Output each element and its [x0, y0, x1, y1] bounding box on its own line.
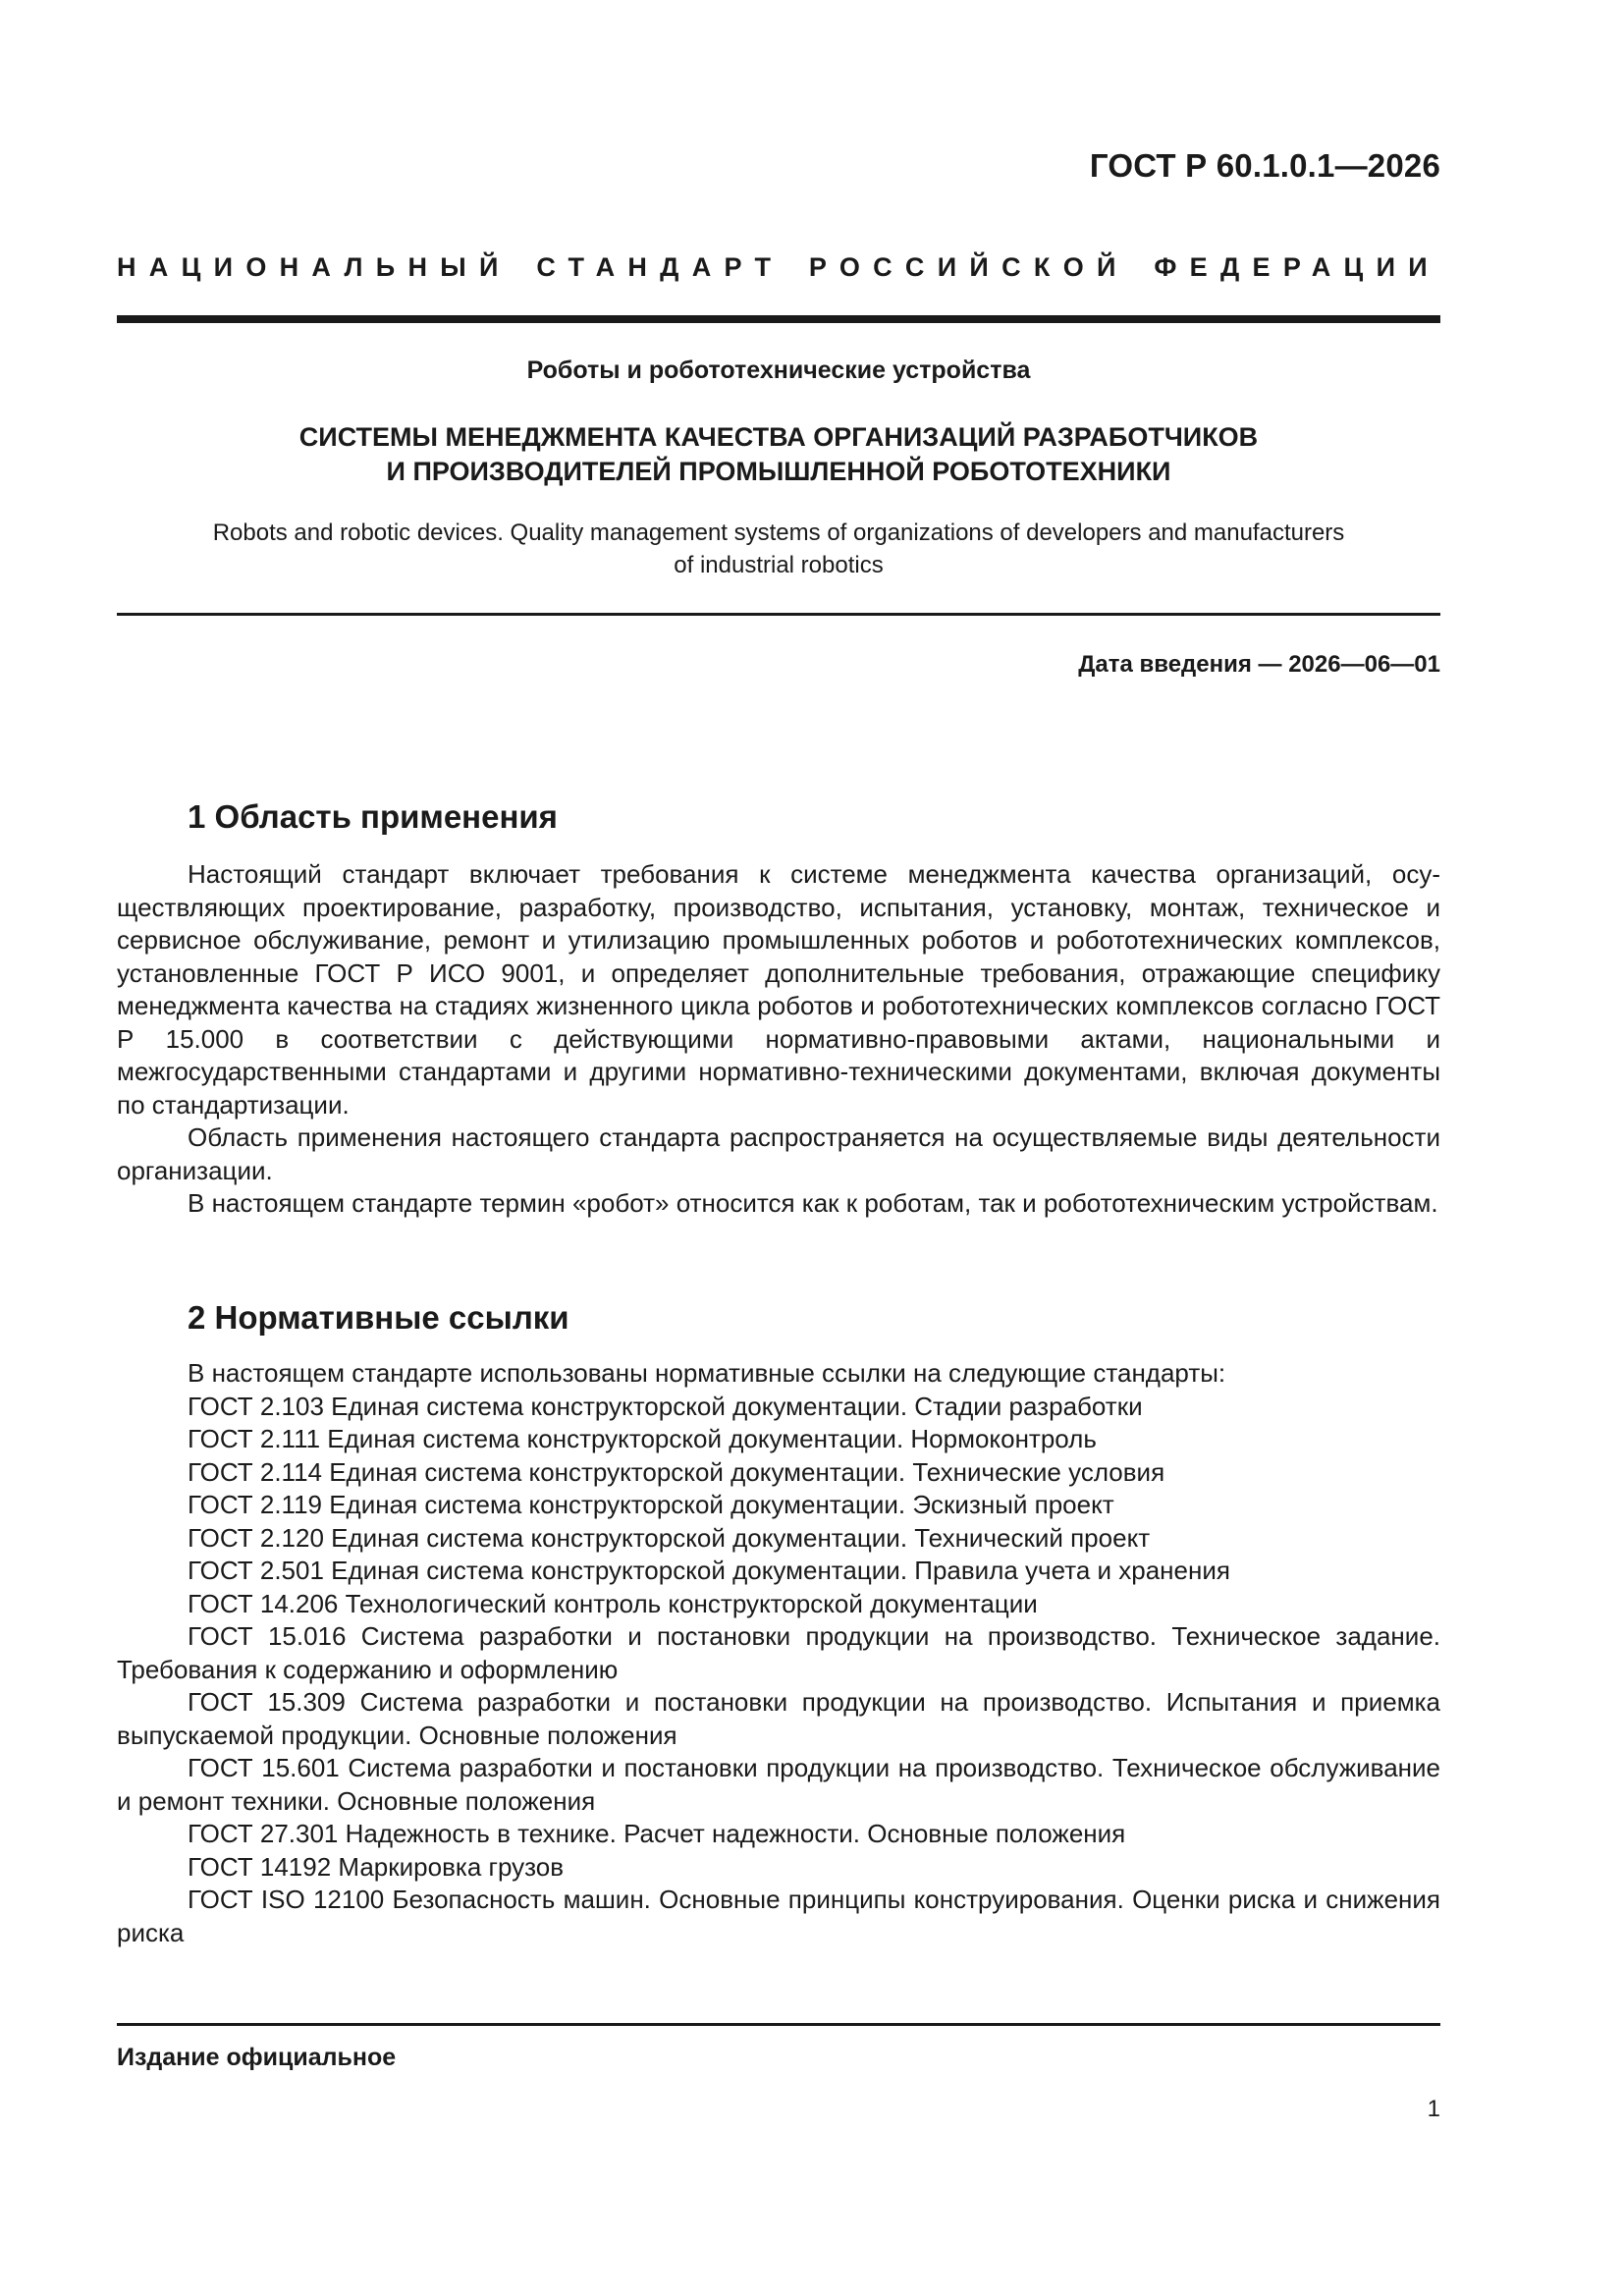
standard-designation: ГОСТ Р 60.1.0.1—2026 [1089, 147, 1440, 184]
reference-item: ГОСТ 2.114 Единая система конструкторской документации. Технические условия [188, 1456, 1165, 1487]
reference-list [117, 1391, 1440, 1950]
reference-item: ГОСТ ISO 12100 Безопасность машин. Основные принципы конструирования. Оценки риска и снижения риска [117, 1885, 1440, 1947]
english-title-line-2: of industrial robotics [674, 552, 884, 578]
page-number: 1 [1427, 2096, 1440, 2122]
reference-item: ГОСТ 15.601 Система разработки и постановки продукции на производство. Техническое обслуживание и ремонт техники. Основные положения [117, 1753, 1440, 1816]
section-normative-references [117, 1298, 1440, 1949]
reference-item: ГОСТ 27.301 Надежность в технике. Расчет надежности. Основные положения [188, 1819, 1126, 1848]
header-divider [117, 315, 1440, 323]
national-standard-banner: НАЦИОНАЛЬНЫЙ СТАНДАРТ РОССИЙСКОЙ ФЕДЕРАЦИИ [117, 252, 1440, 282]
scope-paragraph: Область применения настоящего стандарта распространяется на осуществляемые виды деятельности организации. [117, 1122, 1440, 1185]
footer-divider [117, 2023, 1440, 2026]
reference-item: ГОСТ 2.501 Единая система конструкторской документации. Правила учета и хранения [188, 1556, 1230, 1585]
main-title-line-1: СИСТЕМЫ МЕНЕДЖМЕНТА КАЧЕСТВА ОРГАНИЗАЦИЙ РАЗРАБОТЧИКОВ [298, 422, 1259, 452]
scope-paragraph: В настоящем стандарте термин «робот» относится как к роботам, так и робототехническим устройствам. [188, 1188, 1438, 1218]
reference-item: ГОСТ 2.119 Единая система конструкторской документации. Эскизный проект [188, 1490, 1114, 1519]
reference-item: ГОСТ 2.120 Единая система конструкторской документации. Технический проект [188, 1522, 1151, 1553]
reference-item: ГОСТ 14.206 Технологический контроль конструкторской документации [188, 1588, 1038, 1618]
section-scope [117, 797, 1440, 1221]
introduction-date: Дата введения — 2026—06—01 [1078, 651, 1440, 678]
reference-item: ГОСТ 15.016 Система разработки и постановки продукции на производство. Техническое задание. Требования к содержанию и оформлению [117, 1621, 1440, 1684]
reference-item: ГОСТ 2.103 Единая система конструкторской документации. Стадии разработки [188, 1391, 1143, 1421]
scope-paragraph: Настоящий стандарт включает требования к системе менеджмента качества организаций, осуществляющих проектирование, разработку, производство, испытания, установку, монтаж, техническое и сервисное обслуживание, ремонт и утилизацию промышленных роботов и робототехнических комплексов, установленные ГОСТ Р ИСО 9001, и определяет дополнительные требования, отражающие специфику менеджмента качества на стадиях жизненного цикла роботов и робототехнических комплексов согласно ГОСТ Р 15.000 в соответствии с действующими нормативно-правовыми актами, национальными и межгосударственными стандартами и другими нормативно-техническими документами, включая документы по стандартизации. [117, 859, 1440, 1120]
reference-item: ГОСТ 15.309 Система разработки и постановки продукции на производство. Испытания и приемка выпускаемой продукции. Основные положения [117, 1687, 1440, 1750]
official-edition-label: Издание официальное [117, 2044, 397, 2071]
title-divider [117, 613, 1440, 616]
english-title [117, 517, 1440, 581]
references-intro: В настоящем стандарте использованы нормативные ссылки на следующие стандарты: [188, 1358, 1226, 1388]
section-heading-references: 2 Нормативные ссылки [188, 1299, 569, 1336]
main-title [117, 420, 1440, 489]
reference-item: ГОСТ 2.111 Единая система конструкторской документации. Нормоконтроль [188, 1424, 1097, 1453]
section-heading-scope: 1 Область применения [188, 798, 558, 835]
main-title-line-2: И ПРОИЗВОДИТЕЛЕЙ ПРОМЫШЛЕННОЙ РОБОТОТЕХНИКИ [386, 457, 1171, 486]
english-title-line-1: Robots and robotic devices. Quality management systems of organizations of developers and manufacturers [212, 519, 1345, 546]
reference-item: ГОСТ 14192 Маркировка грузов [188, 1851, 565, 1882]
group-title: Роботы и робототехнические устройства [526, 356, 1031, 384]
